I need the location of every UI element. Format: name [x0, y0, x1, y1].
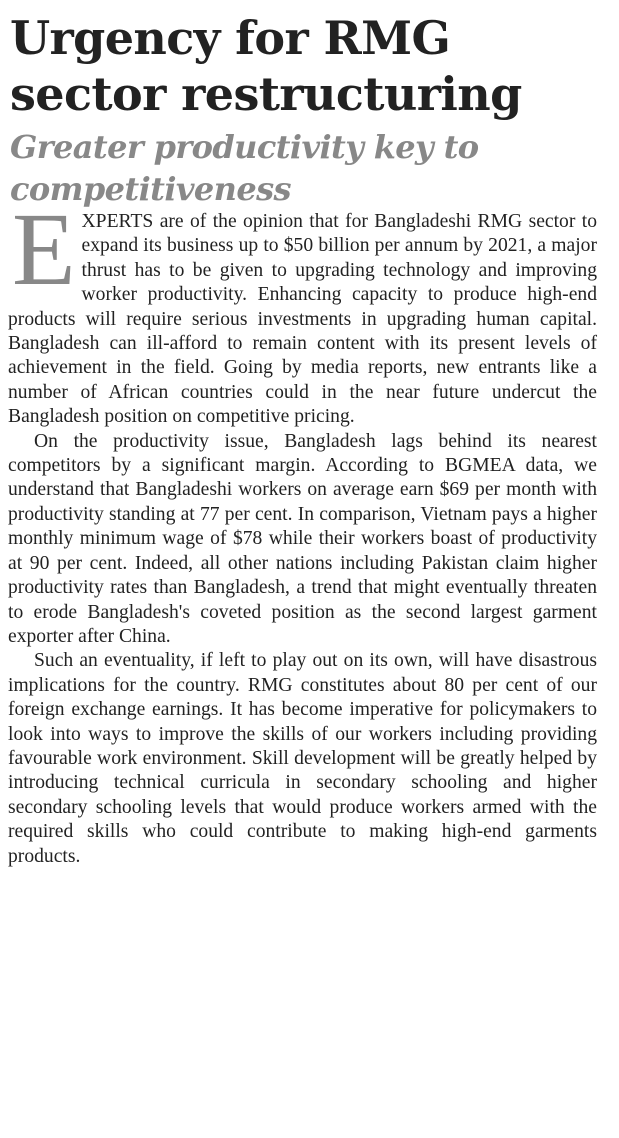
- article-body: [8, 192, 597, 869]
- headline: Urgency for RMG sector restructuring: [10, 11, 522, 121]
- paragraph-1: [8, 192, 597, 430]
- subheadline: Greater productivity key to competitiveness: [10, 128, 479, 208]
- paragraph-3: Such an eventuality, if left to play out on its own, will have disastrous implications for the country. RMG constitutes about 80 per cent of our foreign exchange earnings. It has become imperative for policymakers to look into ways to improve the skills of our workers including providing favourable work environment. Skill development will be greatly helped by introducing technical curricula in secondary schooling and higher secondary schooling levels that would produce workers armed with the required skills who could contribute to making high-end garments products.: [8, 650, 597, 867]
- drop-cap: E: [12, 192, 76, 307]
- paragraph-2: On the productivity issue, Bangladesh lags behind its nearest competitors by a significant margin. According to BGMEA data, we understand that Bangladeshi workers on average earn $69 per month with productivity standing at 77 per cent. In comparison, Vietnam pays a higher monthly minimum wage of $78 while their workers boast of productivity at 90 per cent. Indeed, all other nations including Pakistan claim higher productivity rates than Bangladesh, a trend that might eventually threaten to erode Bangladesh's coveted position as the second largest garment exporter after China.: [8, 430, 597, 647]
- paragraph-1-text: XPERTS are of the opinion that for Bangladeshi RMG sector to expand its business up to $50 billion per annum by 2021, a major thrust has to be given to upgrading technology and improving worker productivity. Enhancing capacity to produce high-end products will require serious investments in upgrading human capital. Bangladesh can ill-afford to remain content with its present levels of achievement in the field. Going by media reports, new entrants like a number of African countries could in the near future undercut the Bangladesh position on competitive pricing.: [8, 211, 597, 428]
